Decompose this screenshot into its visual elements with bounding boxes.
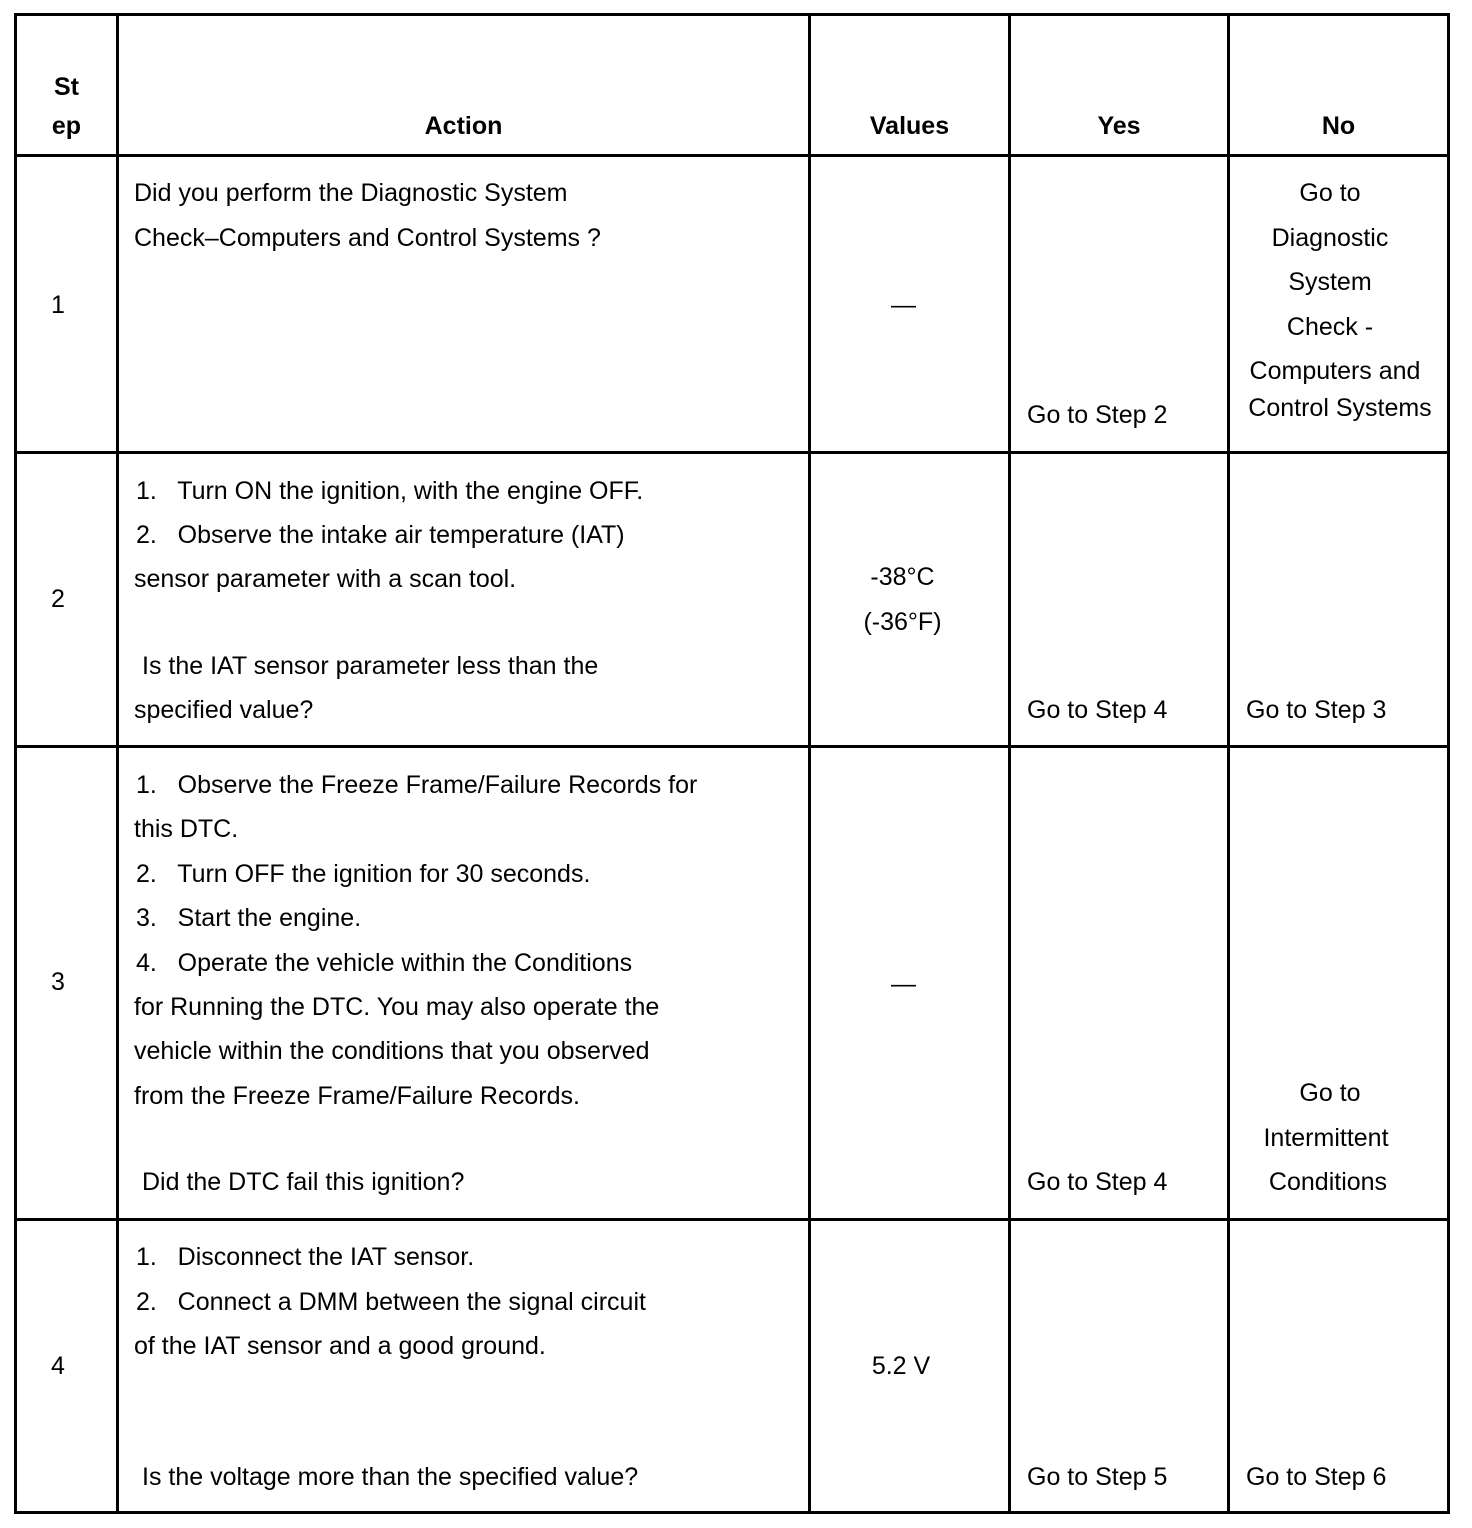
header-no: No <box>1321 112 1356 140</box>
column-divider <box>808 13 811 1514</box>
row-divider <box>14 451 1450 454</box>
header-values: Values <box>869 112 950 140</box>
row-divider <box>14 1218 1450 1221</box>
yes-link: Go to Step 4 <box>1027 696 1168 724</box>
header-yes: Yes <box>1097 112 1141 140</box>
step-number: 1 <box>51 291 65 319</box>
row-divider <box>14 154 1450 157</box>
yes-link: Go to Step 4 <box>1027 1168 1168 1196</box>
no-link: Go to Step 6 <box>1246 1463 1387 1491</box>
header-action: Action <box>424 112 503 140</box>
row-divider <box>14 745 1450 748</box>
header-step: St ep <box>51 73 82 140</box>
step-number: 3 <box>51 968 65 996</box>
value-text: — <box>891 291 916 319</box>
step-number: 4 <box>51 1352 65 1380</box>
step-number: 2 <box>51 585 65 613</box>
value-text: — <box>891 970 916 998</box>
column-divider <box>1008 13 1011 1514</box>
yes-link: Go to Step 5 <box>1027 1463 1168 1491</box>
value-text: 5.2 V <box>871 1352 931 1380</box>
no-link: Go to Step 3 <box>1246 696 1387 724</box>
column-divider <box>116 13 119 1514</box>
yes-link: Go to Step 2 <box>1027 401 1168 429</box>
